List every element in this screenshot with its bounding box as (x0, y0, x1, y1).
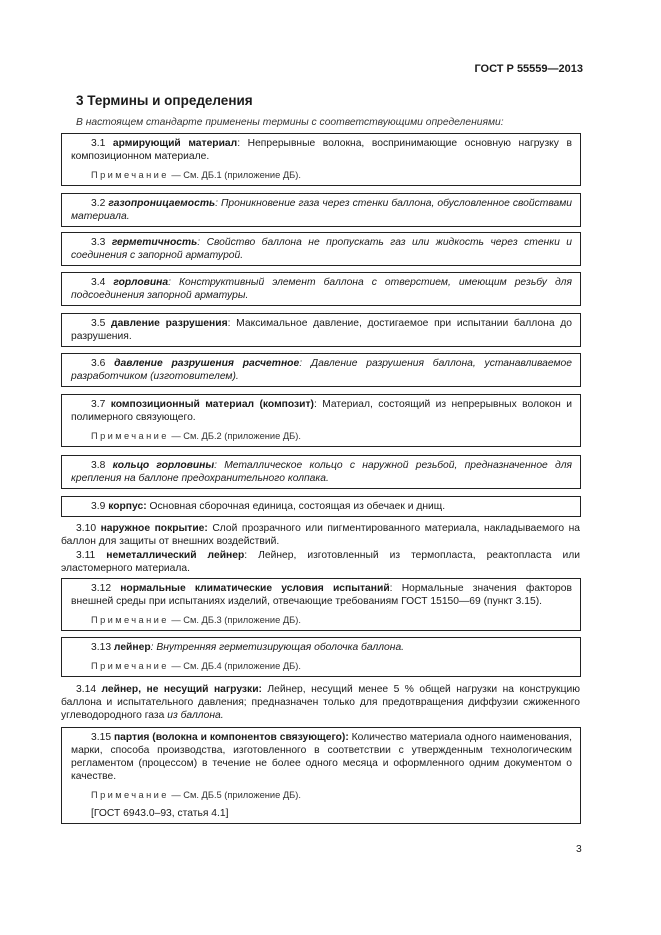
term-name: герметичность (111, 237, 198, 248)
definition-text: Слой прозрачного или пигментированного материала, накладываемого на баллон для защиты от внешних воздействий. (61, 523, 580, 547)
definition-text: : Лейнер, изготовленный из термопласта, реактопласта или эластомерного материала. (61, 550, 580, 574)
term-name: лейнер (113, 642, 151, 653)
term-definition (71, 398, 572, 424)
term-definition (71, 641, 572, 654)
term-entry (61, 549, 580, 575)
definition-text: : Материал, состоящий из непрерывных волокон и полимерного связующего. (71, 399, 572, 423)
term-box (61, 455, 581, 489)
term-definition (61, 522, 580, 548)
term-box (61, 133, 581, 186)
term-entry (61, 522, 580, 548)
definition-text: Основная сборочная единица, состоящая из обечаек и днищ. (146, 501, 446, 512)
document-header-id: ГОСТ Р 55559—2013 (474, 63, 583, 75)
term-box (61, 232, 581, 266)
term-definition (71, 357, 572, 383)
term-name: композиционный материал (композит) (110, 399, 314, 410)
term-box (61, 727, 581, 824)
term-definition (71, 137, 572, 163)
term-note (71, 169, 572, 182)
definition-text: Количество материала одного наименования, марки, способа производства, изготовленного в соответствии с утвержденным технологическим регламентом (процессом) в течение не более одного месяца и оформленного одним документом о качестве. (71, 732, 572, 782)
term-number: 3.14 (76, 684, 97, 695)
term-number: 3.13 (91, 642, 112, 653)
term-definition (71, 236, 572, 262)
definition-text: : Конструктивный элемент баллона с отверстием, имеющим резьбу для подсоединения запорной арматуры. (71, 277, 572, 301)
term-name: лейнер, не несущий нагрузки: (101, 684, 262, 695)
term-number: 3.8 (91, 460, 106, 471)
note-label: Примечание (91, 431, 169, 441)
term-entry (61, 683, 580, 722)
definition-text: : Максимальное давление, достигаемое при испытании баллона до разрушения. (71, 318, 573, 342)
term-name: давление разрушения (111, 318, 228, 329)
term-box (61, 637, 581, 677)
term-name: давление разрушения расчетное (114, 358, 300, 369)
note-text: — См. ДБ.4 (приложение ДБ). (168, 661, 301, 671)
term-number: 3.7 (91, 399, 106, 410)
term-number: 3.12 (91, 583, 112, 594)
term-number: 3.10 (76, 523, 97, 534)
note-text: — См. ДБ.1 (приложение ДБ). (168, 170, 301, 180)
term-box (61, 578, 581, 631)
term-number: 3.2 (91, 198, 106, 209)
term-definition (61, 549, 580, 575)
term-definition (61, 683, 580, 722)
definition-text: : Внутренняя герметизирующая оболочка баллона. (150, 642, 405, 653)
term-box (61, 394, 581, 447)
term-name: корпус: (108, 501, 147, 512)
term-definition (71, 197, 572, 223)
page-number: 3 (576, 844, 582, 855)
term-name: нормальные климатические условия испытаний (120, 583, 390, 594)
definition-text: : Свойство баллона не пропускать газ или жидкость через стенки и соединения с запорной арматурой. (71, 237, 572, 261)
term-box (61, 272, 581, 306)
section-title: 3 Термины и определения (76, 93, 253, 108)
term-note (71, 789, 572, 802)
term-name: партия (волокна и компонентов связующего): (113, 732, 349, 743)
term-box (61, 193, 581, 227)
note-text: — См. ДБ.3 (приложение ДБ). (168, 615, 301, 625)
term-number: 3.6 (91, 358, 106, 369)
term-name: горловина (113, 277, 169, 288)
definition-text: : Нормальные значения факторов внешней среды при испытаниях изделий, отвечающие требованиям ГОСТ 15150—69 (пункт 3.15). (71, 583, 572, 607)
term-definition (71, 731, 572, 783)
note-label: Примечание (91, 615, 169, 625)
term-number: 3.3 (91, 237, 106, 248)
note-label: Примечание (91, 661, 169, 671)
term-definition (71, 459, 572, 485)
note-label: Примечание (91, 790, 169, 800)
term-name: армирующий материал (112, 138, 238, 149)
definition-tail: из баллона. (167, 710, 224, 721)
definition-text: : Проникновение газа через стенки баллона, обусловленное свойствами материала. (71, 198, 572, 222)
term-box (61, 496, 581, 517)
term-box (61, 313, 581, 347)
term-name: наружное покрытие: (100, 523, 208, 534)
term-definition (71, 317, 572, 343)
term-name: газопроницаемость (108, 198, 216, 209)
term-definition (71, 276, 572, 302)
term-note (71, 430, 572, 443)
term-number: 3.1 (91, 138, 106, 149)
term-note (71, 660, 572, 673)
term-box (61, 353, 581, 387)
term-name: кольцо горловины (112, 460, 215, 471)
term-number: 3.5 (91, 318, 106, 329)
term-definition (71, 582, 572, 608)
term-number: 3.4 (91, 277, 106, 288)
note-label: Примечание (91, 170, 169, 180)
note-text: — См. ДБ.5 (приложение ДБ). (168, 790, 301, 800)
term-number: 3.15 (91, 732, 112, 743)
definition-text: : Непрерывные волокна, воспринимающие основную нагрузку в композиционном материале. (71, 138, 572, 162)
term-note (71, 614, 572, 627)
term-number: 3.11 (76, 550, 96, 561)
term-source: [ГОСТ 6943.0–93, статья 4.1] (91, 808, 229, 819)
definition-text: Лейнер, несущий менее 5 % общей нагрузки на конструкцию баллона и испытательного давления; предназначен только для предотвращения диффузии сжиженного углеводородного газа (61, 684, 580, 721)
term-number: 3.9 (91, 501, 106, 512)
term-name: неметаллический лейнер (106, 550, 245, 561)
term-definition (71, 500, 572, 513)
definition-text: : Давление разрушения баллона, устанавливаемое разработчиком (изготовителем). (71, 358, 572, 382)
definition-text: : Металлическое кольцо с наружной резьбой, предназначенное для крепления на баллоне предохранительного колпака. (71, 460, 573, 484)
note-text: — См. ДБ.2 (приложение ДБ). (168, 431, 301, 441)
section-intro: В настоящем стандарте применены термины с соответствующими определениями: (76, 117, 504, 128)
